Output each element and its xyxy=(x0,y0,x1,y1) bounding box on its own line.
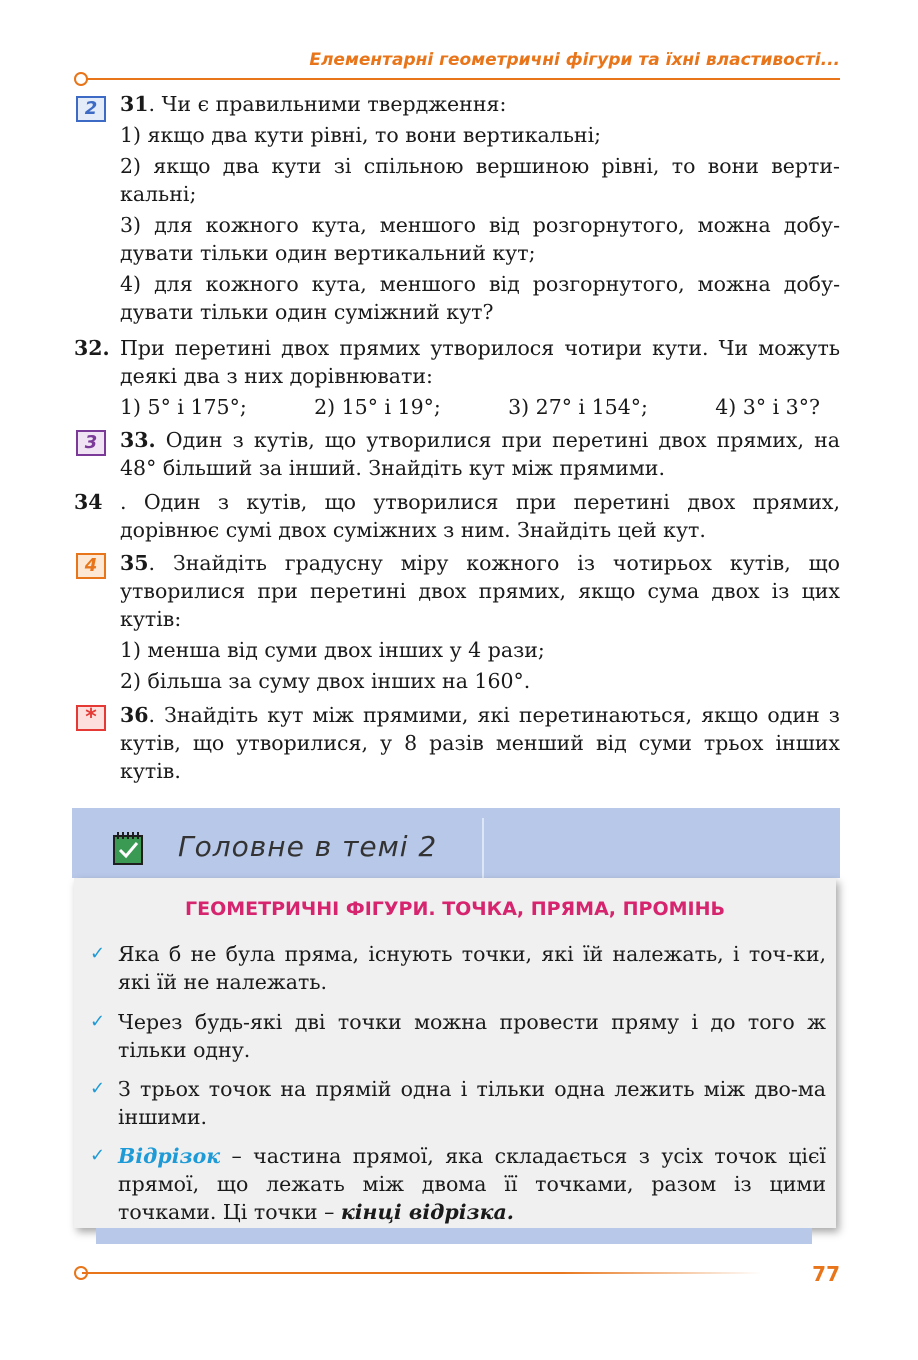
level-2-badge: 2 xyxy=(76,96,106,122)
exercise-35 xyxy=(74,549,840,695)
exercise-number: 33. xyxy=(120,428,156,452)
exercise-32 xyxy=(74,334,840,421)
exercise-stem: . Знайдіть градусну міру кожного із чотирьох кутів, що утворилися при перетині двох прямих, якщо сума двох із цих кутів: xyxy=(120,551,840,631)
level-3-badge: 3 xyxy=(76,430,106,456)
exercise-number: 31 xyxy=(120,92,149,116)
summary-bullet xyxy=(90,1075,826,1131)
exercise-number: 35 xyxy=(120,551,149,575)
check-icon: ✓ xyxy=(90,1078,106,1099)
exercise-item: 1) якщо два кути рівні, то вони вертикальні; xyxy=(120,123,602,147)
exercise-stem: . Чи є правильними твердження: xyxy=(148,92,507,116)
bullet-text: Через будь-які дві точки можна провести пряму і до того ж тільки одну. xyxy=(118,1010,826,1062)
exercise-item: 3) для кожного кута, меншого від розгорнутого, можна добу-дувати тільки один вертикальний кут; xyxy=(120,213,840,265)
footer-rule xyxy=(82,1272,762,1274)
exercise-36 xyxy=(74,701,840,785)
exercise-text: . Знайдіть кут між прямими, які перетинаються, якщо один з кутів, що утворилися, у 8 разів менший від суми трьох інших кутів. xyxy=(120,703,840,783)
page-number: 77 xyxy=(812,1262,840,1286)
header-rule xyxy=(82,78,840,80)
bullet-text: З трьох точок на прямій одна і тільки одна лежить між дво-ма іншими. xyxy=(118,1077,826,1129)
level-4-badge: 4 xyxy=(76,553,106,579)
summary-content xyxy=(74,878,836,1228)
summary-bullet xyxy=(90,1008,826,1064)
summary-bullet xyxy=(90,940,826,996)
check-icon: ✓ xyxy=(90,943,106,964)
answer-option: 4) 3° і 3°? xyxy=(715,395,820,419)
exercise-34 xyxy=(74,488,840,544)
checklist-icon xyxy=(112,830,144,866)
exercise-text: . Один з кутів, що утворилися при перетині двох прямих, дорівнює сумі двох суміжних з ним. Знайдіть цей кут. xyxy=(120,490,840,542)
answer-option: 1) 5° і 175°; xyxy=(120,395,247,419)
exercise-number: 34 xyxy=(74,490,103,514)
check-icon: ✓ xyxy=(90,1011,106,1032)
star-level-badge: * xyxy=(76,705,106,731)
summary-panel xyxy=(72,808,840,1248)
exercise-number: 32. xyxy=(74,336,110,360)
exercise-item: 4) для кожного кута, меншого від розгорнутого, можна добу-дувати тільки один суміжний кут? xyxy=(120,272,840,324)
exercise-text: Один з кутів, що утворилися при перетині двох прямих, на 48° більший за інший. Знайдіть кут між прямими. xyxy=(120,428,840,480)
bullet-text: Яка б не була пряма, існують точки, які їй належать, і точ-ки, які їй не належать. xyxy=(118,942,826,994)
term-ends: кінці відрізка xyxy=(340,1200,507,1224)
summary-title: Головне в темі 2 xyxy=(178,830,438,863)
check-icon: ✓ xyxy=(90,1145,106,1166)
summary-header xyxy=(72,808,840,878)
exercise-item: 1) менша від суми двох інших у 4 рази; xyxy=(120,638,545,662)
chapter-title: Елементарні геометричні фігури та їхні властивості... xyxy=(309,50,840,70)
rule-dot-icon xyxy=(74,72,88,86)
exercise-33 xyxy=(74,426,840,482)
exercise-item: 2) якщо два кути зі спільною вершиною рівні, то вони верти-кальні; xyxy=(120,154,840,206)
exercise-item: 2) більша за суму двох інших на 160°. xyxy=(120,669,531,693)
summary-bullet: ✓ Відрізок – частина прямої, яка складається з усіх точок цієї прямої, що лежать між двома її точками, разом із цими точками. Ці точки – кінці відрізка. xyxy=(90,1144,826,1224)
summary-footer-band xyxy=(96,1228,812,1244)
section-title: ГЕОМЕТРИЧНІ ФІГУРИ. ТОЧКА, ПРЯМА, ПРОМІНЬ xyxy=(185,898,725,920)
answer-options xyxy=(74,393,840,421)
bullet-text: – частина прямої, яка складається з усіх точок цієї прямої, що лежать між двома її точками, разом із цими точками. Ці точки – xyxy=(118,1144,826,1224)
page-header xyxy=(0,0,918,90)
answer-option: 2) 15° і 19°; xyxy=(314,395,441,419)
term-segment: Відрізок xyxy=(118,1144,221,1168)
exercise-number: 36 xyxy=(120,703,149,727)
exercise-stem: При перетині двох прямих утворилося чотири кути. Чи можуть деякі два з них дорівнювати: xyxy=(120,336,840,388)
exercise-31 xyxy=(74,90,840,326)
answer-option: 3) 27° і 154°; xyxy=(508,395,648,419)
